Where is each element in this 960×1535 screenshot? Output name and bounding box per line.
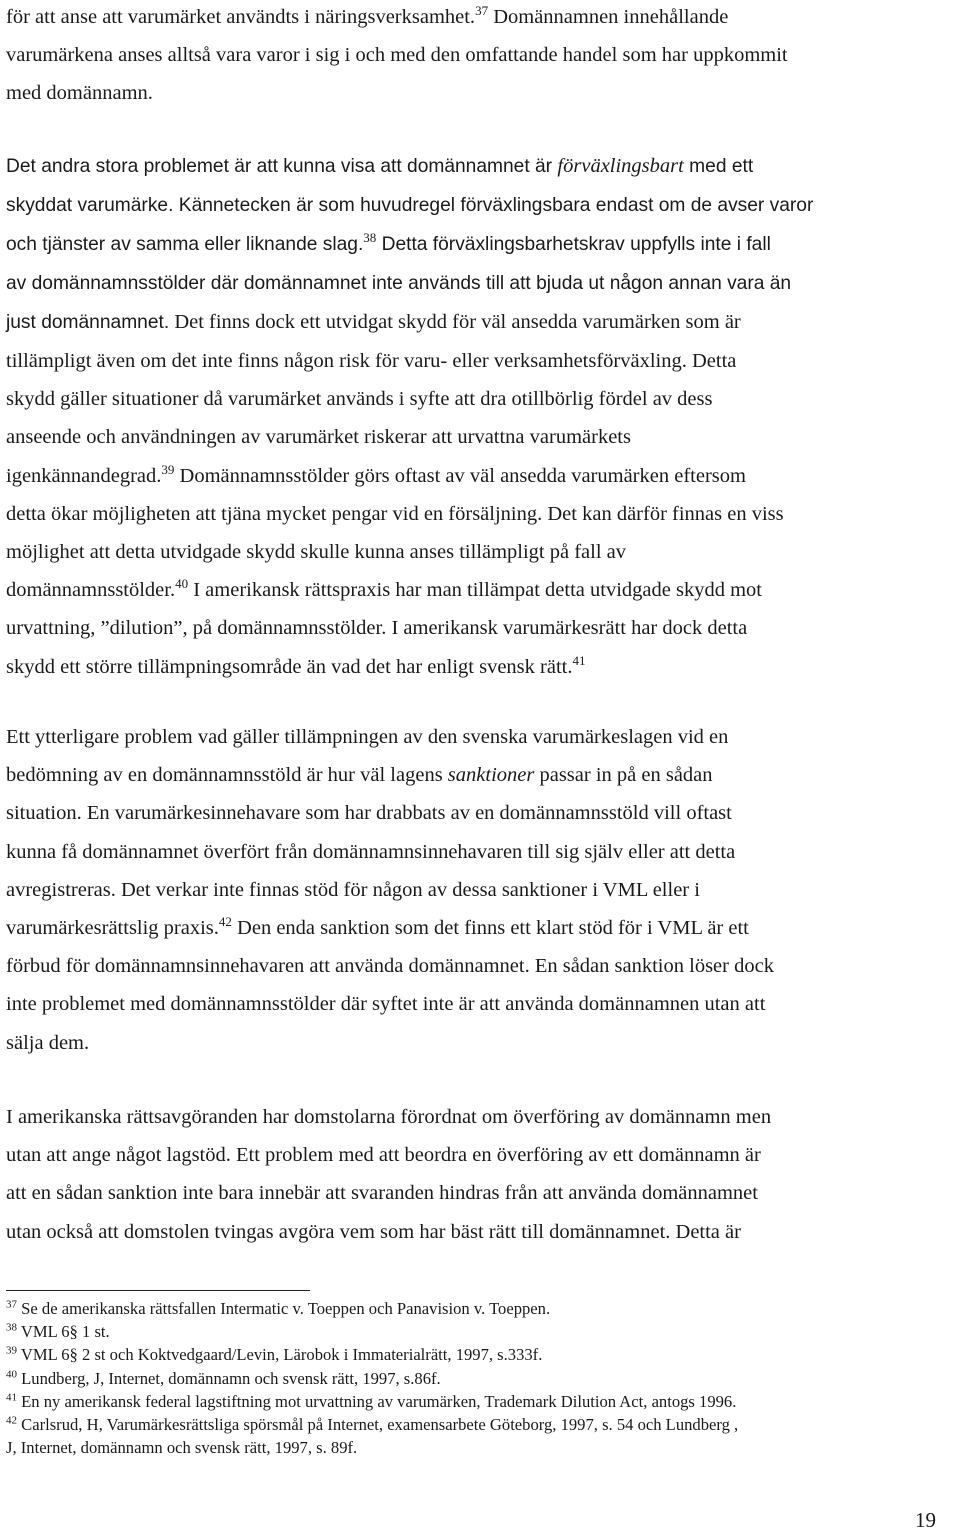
page-number: 19 [915,1508,936,1532]
footnote-text: VML 6§ 2 st och Koktvedgaard/Levin, Lärobok i Immaterialrätt, 1997, s.333f. [17,1345,543,1365]
footnote-number: 40 [6,1368,17,1381]
footnote-number: 37 [6,1298,17,1311]
footnote-42-continued [6,1436,951,1459]
footnote-text: En ny amerikansk federal lagstiftning mot urvattning av varumärken, Trademark Dilution Act, antogs 1996. [17,1391,737,1411]
text: Domännamnsstölder görs oftast av väl ansedda varumärken eftersom [174,464,746,487]
text: passar in på en sådan [534,764,713,787]
text: detta ökar möjligheten att tjäna mycket pengar vid en försäljning. [6,502,543,525]
footnote-38 [6,1320,951,1343]
text: för att anse att varumärket användts i näringsverksamhet. [6,6,476,28]
footnote-ref-40: 40 [175,576,189,592]
text: Det andra stora problemet är att kunna visa att domännamnet är [6,156,558,177]
text: Den enda sanktion som det finns ett klart stöd för i VML är ett [231,917,749,940]
text-line: sälja dem. [6,1031,90,1054]
footnote-ref-41: 41 [572,652,586,668]
text: Detta [686,350,737,373]
text: I amerikansk varumärkesrätt har dock detta [386,617,748,640]
text: med ett [683,156,754,177]
footnote-text: VML 6§ 1 st. [17,1322,110,1342]
text-line: möjlighet att detta utvidgade skydd skulle kunna anses tillämpligt på fall av [6,541,626,564]
paragraph-1 [6,0,951,113]
text-line: anseende och användningen av varumärket riskerar att urvattna varumärkets [6,426,631,449]
text-line: varumärkena anses alltså vara varor i sig i och med den omfattande handel som har uppkommit [6,44,788,67]
text: och tjänster av samma eller liknande slag. [6,234,364,256]
text: Kännetecken är som huvudregel förväxlingsbara endast om de avser varor [173,195,814,217]
text-line: att en sådan sanktion inte bara innebär att svaranden hindras från att använda domännamnet [6,1182,758,1205]
text-line: skydd gäller situationer då varumärket används i syfte att dra otillbörlig fördel av dess [6,388,713,411]
footnote-ref-39: 39 [161,461,175,477]
text: Detta förväxlingsbarhetskrav uppfylls inte i fall [376,234,771,256]
text: just domännamnet. [6,311,170,333]
text-line: situation. En varumärkesinnehavare som har drabbats av en domännamnsstöld vill oftast [6,802,732,825]
text-line: av domännamnsstölder där domännamnet inte används till att bjuda ut någon annan vara än [6,272,792,294]
footnote-number: 39 [6,1344,17,1357]
text-line: kunna få domännamnet överfört från domännamnsinnehavaren till sig själv eller att detta [6,840,736,863]
footnote-number: 42 [6,1414,17,1427]
footnote-37 [6,1297,951,1320]
footnote-42 [6,1413,951,1436]
text: domännamnsstölder. [6,579,176,602]
paragraph-2 [6,147,951,686]
text: Det kan därför finnas en viss [542,502,784,525]
text-line: utan att ange något lagstöd. Ett problem med att beordra en överföring av ett domännamn är [6,1144,761,1167]
text-line: med domännamn. [6,82,153,105]
footnote-number: 41 [6,1391,17,1404]
footnotes [6,1297,951,1459]
emphasis-sanktioner: sanktioner [447,764,535,787]
text: skydd ett större tillämpningsområde än vad det har enligt svensk rätt. [6,655,573,678]
footnote-40 [6,1367,951,1390]
text-line: avregistreras. Det verkar inte finnas stöd för någon av dessa sanktioner i VML eller i [6,878,700,901]
footnote-divider [6,1290,310,1291]
emphasis-forvaxlingsbart: förväxlingsbart [557,155,684,177]
text-line: I amerikanska rättsavgöranden har domstolarna förordnat om överföring av domännamn men [6,1106,772,1128]
footnote-number: 38 [6,1321,17,1334]
footnote-text: J, Internet, domännamn och svensk rätt, 1997, s. 89f. [6,1438,358,1458]
text: tillämpligt även om det inte finns någon risk för varu- eller verksamhetsförväxling. [6,350,687,373]
text: igenkännandegrad. [6,464,162,487]
text: Domännamnen innehållande [488,6,729,28]
text: I amerikansk rättspraxis har man tillämpat detta utvidgade skydd mot [188,579,762,602]
footnote-text: Lundberg, J, Internet, domännamn och svensk rätt, 1997, s.86f. [17,1368,441,1388]
text-line: förbud för domännamnsinnehavaren att använda domännamnet. En sådan sanktion löser dock [6,955,774,978]
text-line: Ett ytterligare problem vad gäller tillämpningen av den svenska varumärkeslagen vid en [6,726,729,748]
text: urvattning, ”dilution”, på domännamnsstölder. [6,617,387,640]
text-line: inte problemet med domännamnsstölder där syftet inte är att använda domännamnen utan att [6,993,766,1016]
footnote-text: Carlsrud, H, Varumärkesrättsliga spörsmål på Internet, examensarbete Göteborg, 1997, s. 54 och Lundberg , [17,1415,739,1435]
footnote-text: Se de amerikanska rättsfallen Intermatic v. Toeppen och Panavision v. Toeppen. [17,1299,551,1318]
footnote-ref-38: 38 [363,230,377,246]
footnote-39 [6,1343,951,1366]
text-line: utan också att domstolen tvingas avgöra vem som har bäst rätt till domännamnet. Detta är [6,1220,741,1243]
paragraph-4 [6,1098,951,1251]
footnote-ref-42: 42 [218,914,232,930]
text: bedömning av en domännamnsstöld är hur väl lagens [6,764,448,787]
text: Det finns dock ett utvidgat skydd för väl ansedda varumärken som är [169,310,741,333]
paragraph-3 [6,718,951,1062]
text: varumärkesrättslig praxis. [6,917,219,940]
footnote-ref-37: 37 [475,3,489,19]
text: skyddat varumärke. [6,195,174,217]
footnote-41 [6,1390,951,1413]
